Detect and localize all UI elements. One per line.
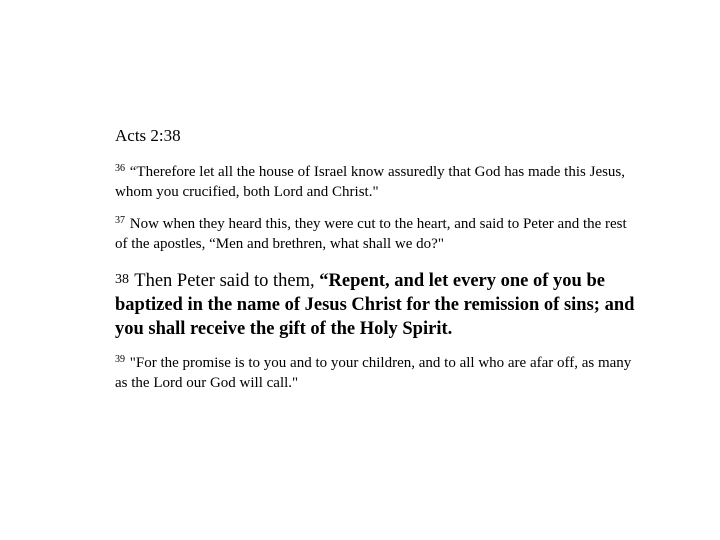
verse-37 [115,211,635,254]
verse-number: 39 [115,354,125,365]
verse-text: “Therefore let all the house of Israel know assuredly that God has made this Jesus, whom you crucified, both Lord and Christ." [115,164,626,200]
verse-text: "For the promise is to you and to your children, and to all who are afar off, as many as the Lord our God will call." [115,355,632,391]
verse-text: Now when they heard this, they were cut to the heart, and said to Peter and the rest of the apostles, “Men and brethren, what shall we do?" [115,216,627,252]
verse-lead-text: Then Peter said to them, [134,271,320,291]
verse-number: 36 [115,163,125,174]
verse-38-highlight [115,268,635,341]
verse-39 [115,350,635,393]
verse-number: 38 [115,272,129,287]
verse-quote-text: “Repent, and let every one of you be baptized in the name of Jesus Christ for the remission of sins; and you shall receive the gift of the Holy Spirit. [115,271,635,339]
verse-36 [115,159,635,202]
passage-reference: Acts 2:38 [115,126,181,145]
scripture-passage [115,125,635,402]
verse-number: 37 [115,215,125,226]
